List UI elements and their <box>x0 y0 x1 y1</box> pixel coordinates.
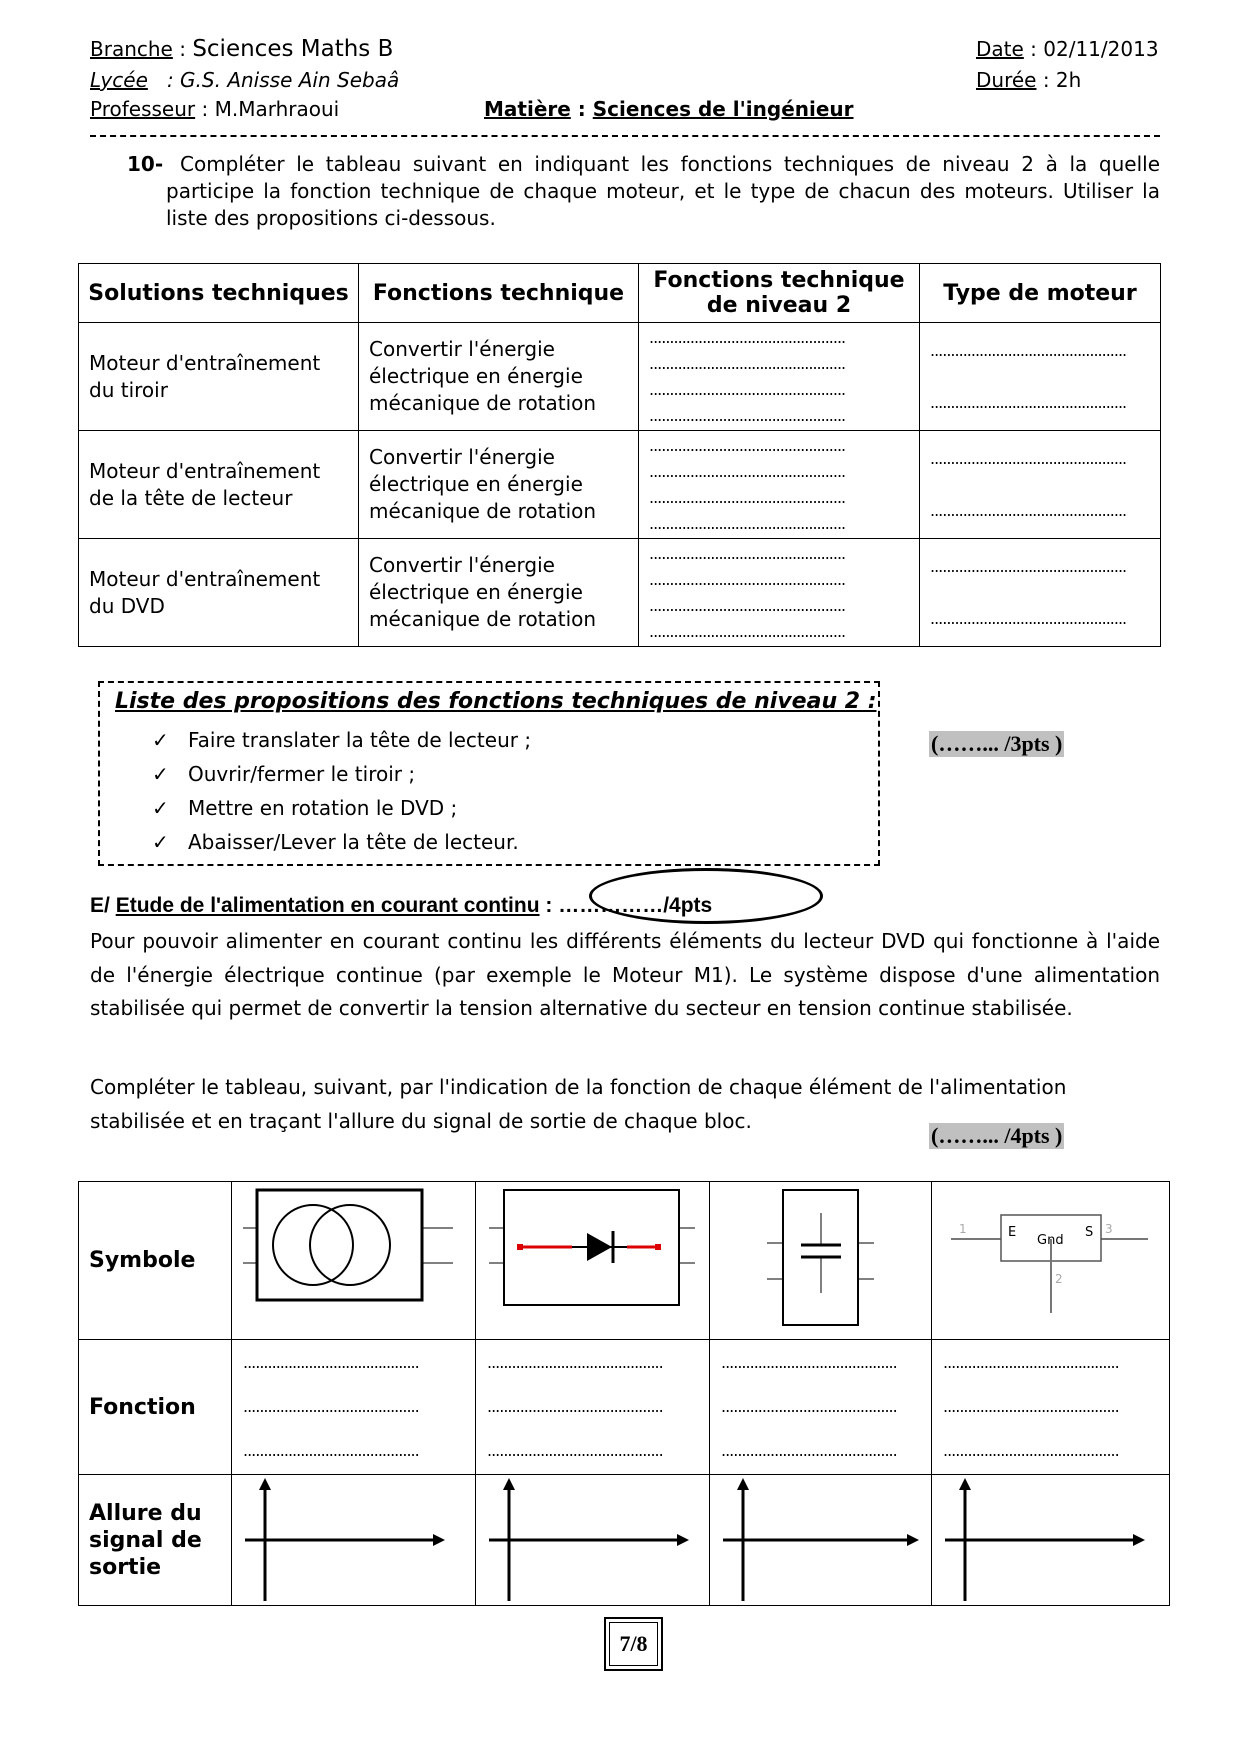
propositions-list <box>152 723 531 859</box>
fonction-blank[interactable]: ........................................... ........................................... ........................................... <box>932 1340 1170 1475</box>
branche-value: Sciences Maths B <box>192 36 394 62</box>
signal-axes[interactable] <box>710 1475 932 1606</box>
list-item: ✓ Mettre en rotation le DVD ; <box>152 791 531 825</box>
duree-value: : 2h <box>1042 68 1082 92</box>
table-row <box>79 323 1161 431</box>
motors-table <box>78 263 1161 647</box>
lycee-value: : G.S. Anisse Ain Sebaâ <box>166 68 400 92</box>
diode-symbol <box>476 1182 710 1340</box>
header-type-moteur: Type de moteur <box>920 264 1161 323</box>
date-label: Date <box>976 37 1024 61</box>
svg-text:E: E <box>1008 1225 1017 1240</box>
niveau2-blank[interactable]: ................................................ ................................................ ................................................ ................................................ <box>639 431 920 539</box>
section-e-paragraph: Pour pouvoir alimenter en courant continu les différents éléments du lecteur DVD qui fonctionne à l'aide de l'énergie électrique continue (par exemple le Moteur M1). Le système dispose d'une alimentation stabilisée qui permet de convertir la tension alternative du secteur en tension continue stabilisée. <box>90 929 1160 1020</box>
check-icon: ✓ <box>152 830 169 854</box>
lycee <box>90 68 399 92</box>
fonction-blank[interactable]: ........................................... ........................................... ........................................... <box>710 1340 932 1475</box>
date <box>976 37 1159 61</box>
header-solutions: Solutions techniques <box>79 264 359 323</box>
row-label-fonction: Fonction <box>79 1340 232 1475</box>
table-row <box>79 539 1161 647</box>
branche: Branche : Sciences Maths B <box>90 36 394 62</box>
svg-text:Gnd: Gnd <box>1037 1233 1064 1248</box>
question-number: 10- <box>127 152 164 176</box>
matiere: Matière : Sciences de l'ingénieur <box>484 97 854 121</box>
page-number: 7/8 <box>609 1622 658 1666</box>
signal-axes[interactable] <box>476 1475 710 1606</box>
lycee-label: Lycée <box>90 68 148 92</box>
propositions-box <box>98 681 880 866</box>
svg-text:3: 3 <box>1105 1222 1113 1236</box>
question-text: Compléter le tableau suivant en indiquant les fonctions techniques de niveau 2 à la quelle participe la fonction technique de chaque moteur, et le type de chacun des moteurs. Utiliser la liste des propositions ci-dessous. <box>166 152 1160 230</box>
fonction-blank[interactable]: ........................................... ........................................... ........................................... <box>232 1340 476 1475</box>
list-item: ✓ Faire translater la tête de lecteur ; <box>152 723 531 757</box>
alimentation-table <box>78 1181 1170 1606</box>
duree-label: Durée <box>976 68 1037 92</box>
type-blank[interactable]: ................................................ ................................................ <box>920 539 1161 647</box>
svg-text:1: 1 <box>959 1222 967 1236</box>
matiere-label: Matière <box>484 97 571 121</box>
check-icon: ✓ <box>152 728 169 752</box>
header-fonctions-niveau2: Fonctions technique de niveau 2 <box>639 264 920 323</box>
signal-axes[interactable] <box>932 1475 1170 1606</box>
section-e-instruction: Compléter le tableau, suivant, par l'indication de la fonction de chaque élément de l'alimentation stabilisée et en traçant l'allure du signal de sortie de chaque bloc. <box>90 1075 1067 1133</box>
solution-cell: Moteur d'entraînement de la tête de lecteur <box>79 431 359 539</box>
svg-text:2: 2 <box>1055 1272 1063 1286</box>
duree <box>976 68 1081 92</box>
check-icon: ✓ <box>152 762 169 786</box>
niveau2-blank[interactable]: ................................................ ................................................ ................................................ ................................................ <box>639 539 920 647</box>
svg-text:S: S <box>1085 1225 1094 1240</box>
row-label-allure: Allure du signal de sortie <box>79 1475 232 1606</box>
professeur-label: Professeur <box>90 97 196 121</box>
header-separator <box>90 135 1160 137</box>
fonction-blank[interactable]: ........................................... ........................................... ........................................... <box>476 1340 710 1475</box>
table-row <box>79 431 1161 539</box>
row-label-symbole: Symbole <box>79 1182 232 1340</box>
professeur <box>90 97 339 121</box>
type-blank[interactable]: ................................................ ................................................ <box>920 431 1161 539</box>
score-3pts: (……... /3pts ) <box>931 731 1063 756</box>
propositions-title: Liste des propositions des fonctions techniques de niveau 2 : <box>115 689 877 714</box>
capacitor-symbol <box>710 1182 932 1340</box>
fonction-cell: Convertir l'énergie électrique en énergie mécanique de rotation <box>359 431 639 539</box>
check-icon: ✓ <box>152 796 169 820</box>
matiere-value: Sciences de l'ingénieur <box>592 97 854 121</box>
list-item: ✓ Abaisser/Lever la tête de lecteur. <box>152 825 531 859</box>
fonction-cell: Convertir l'énergie électrique en énergie mécanique de rotation <box>359 323 639 431</box>
section-e-title: E/ Etude de l'alimentation en courant continu : ……………/4pts <box>90 894 713 917</box>
score-4pts: (……... /4pts ) <box>931 1123 1063 1148</box>
solution-cell: Moteur d'entraînement du DVD <box>79 539 359 647</box>
header-fonctions: Fonctions technique <box>359 264 639 323</box>
branche-label: Branche <box>90 37 173 61</box>
transformer-symbol <box>232 1182 476 1340</box>
type-blank[interactable]: ................................................ ................................................ <box>920 323 1161 431</box>
niveau2-blank[interactable]: ................................................ ................................................ ................................................ ................................................ <box>639 323 920 431</box>
regulator-symbol <box>932 1182 1170 1340</box>
professeur-value: : M.Marhraoui <box>201 97 340 121</box>
list-item: ✓ Ouvrir/fermer le tiroir ; <box>152 757 531 791</box>
solution-cell: Moteur d'entraînement du tiroir <box>79 323 359 431</box>
page-number-box <box>604 1617 663 1671</box>
fonction-cell: Convertir l'énergie électrique en énergie mécanique de rotation <box>359 539 639 647</box>
date-value: : 02/11/2013 <box>1030 37 1159 61</box>
signal-axes[interactable] <box>232 1475 476 1606</box>
score-ellipse <box>589 868 823 924</box>
